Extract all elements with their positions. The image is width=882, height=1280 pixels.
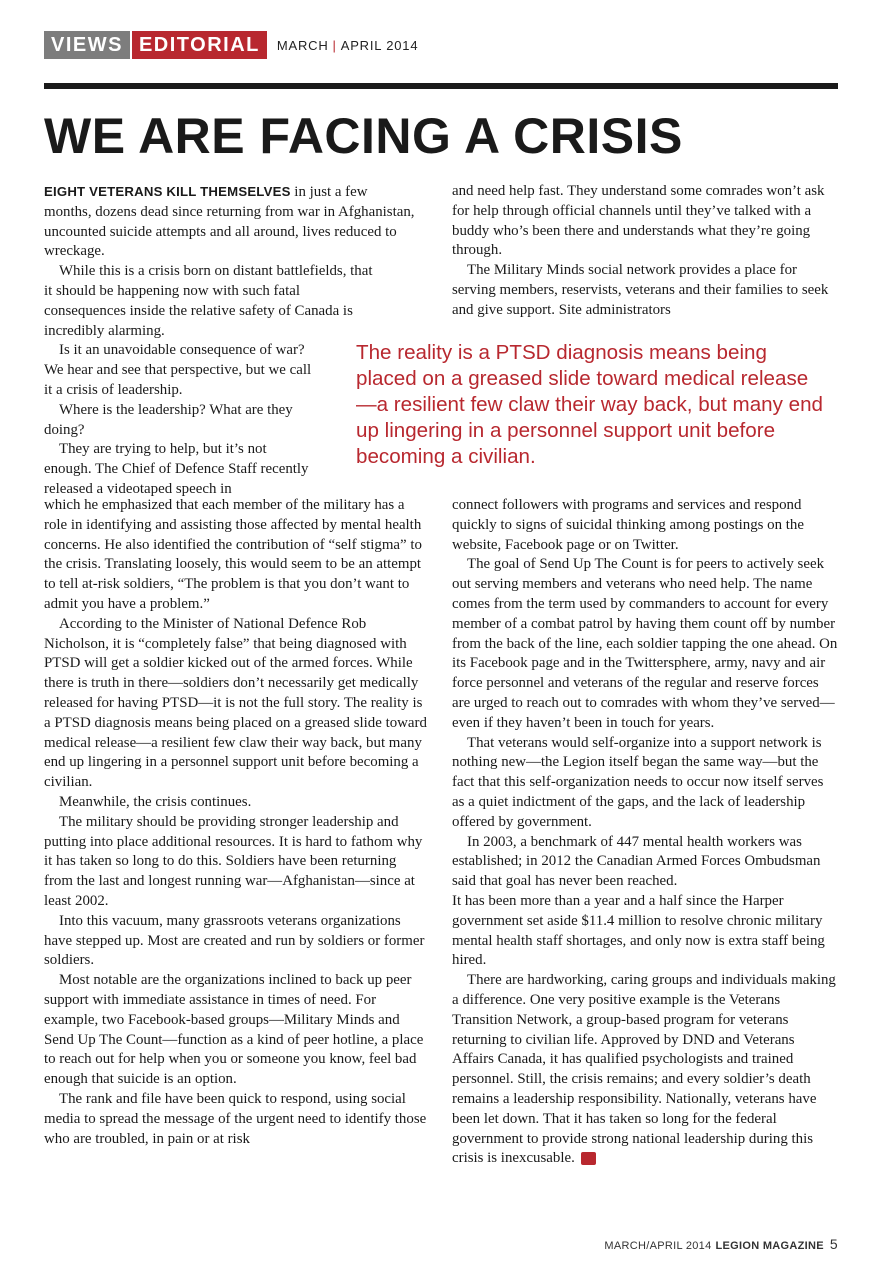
paragraph: which he emphasized that each member of the military has a role in identifying and assisting those affected by mental health concerns. He also identified the contribution of “self stigma” to the crisis. Translating loosely, this would seem to be an attempt to tell at-risk soldiers, “The problem is that you don’t want to admit you have a problem.” — [44, 497, 422, 612]
paragraph: While this is a crisis born on distant battlefields, that it should be happening now with such fatal consequences inside the relative safety of Canada is incredibly alarming. — [44, 263, 373, 339]
paragraph: Is it an unavoidable consequence of war? We hear and see that perspective, but we call it a crisis of leadership. — [44, 342, 312, 398]
paragraph: Meanwhile, the crisis continues. — [59, 793, 252, 810]
header-rule — [44, 83, 838, 89]
issue-date — [277, 38, 418, 53]
paragraph: The military should be providing stronger leadership and putting into place additional resources. It is hard to fathom why it has taken so long to do this. Soldiers have been returning from the last and longest running war—Afghanistan—since at least 2002. — [44, 813, 423, 909]
paragraph-text: There are hardworking, caring groups and individuals making a difference. One very positive example is the Veterans Transition Network, a group-based program for veterans returning to civilian life. Approved by DND and Veterans Affairs Canada, it has qualified psychologists and trained personnel. Still, the crisis remains; and every soldier’s death remains a leadership responsibility. Nationally, veterans have been let down. That it has taken so long for the federal government to provide strong national leadership during this crisis is inexcusable. — [452, 972, 836, 1167]
paragraph: The rank and file have been quick to respond, using social media to spread the message of the urgent need to identify those who are troubled, in pain or at risk — [44, 1090, 427, 1147]
issue-separator: | — [332, 37, 337, 53]
paragraph: That veterans would self-organize into a support network is nothing new—the Legion itself began the same way—but the fact that this self-organization needs to occur now itself serves as a quiet indictment of the gaps, and the lack of leadership offered by government. — [452, 734, 824, 830]
category-tag: EDITORIAL — [132, 31, 267, 59]
paragraph — [452, 971, 838, 1169]
issue-rest: APRIL 2014 — [340, 37, 419, 53]
paragraph: The goal of Send Up The Count is for peers to actively seek out serving members and veterans who need help. The name comes from the term used by commanders to account for every member of a combat patrol by having them count off by number from the back of the line, each soldier tapping the one ahead. On its Facebook page and in the Twittersphere, army, navy and air force personnel and veterans of the regular and reserve forces are urged to reach out to comrades with whom they’ve served—even if they haven’t been in touch for years. — [452, 556, 838, 731]
issue-month: MARCH — [276, 37, 329, 53]
page-number: 5 — [829, 1236, 838, 1252]
paragraph-text: in just a few months, dozens dead since returning from war in Afghanistan, uncounted suicide attempts and all around, lives reduced to wreckage. — [44, 184, 415, 260]
footer-issue: MARCH/APRIL 2014 — [604, 1240, 712, 1252]
section-header — [44, 31, 418, 59]
section-tag: VIEWS — [44, 31, 130, 59]
paragraph: connect followers with programs and services and respond quickly to signs of suicidal thinking among postings on the website, Facebook page or on Twitter. — [452, 497, 804, 553]
paragraph: Most notable are the organizations inclined to back up peer support with immediate assistance in times of need. For example, two Facebook-based groups—Military Minds and Send Up The Count—function as a kind of peer hotline, a place to reach out for help when you or someone you know, feel bad enough that suicide is an option. — [44, 972, 424, 1088]
paragraph: It has been more than a year and a half since the Harper government set aside $11.4 million to resolve chronic military mental health staff shortages, and only now is extra staff being hired. — [452, 892, 825, 969]
paragraph — [44, 182, 416, 262]
paragraph: According to the Minister of National Defence Rob Nicholson, it is “completely false” that being diagnosed with PTSD will get a soldier kicked out of the armed forces. While there is truth in there—soldiers don’t necessarily get medically released for having PTSD—it is not the full story. The reality is a PTSD diagnosis means being placed on a greased slide toward medical release—a resilient few claw their way back, but many end up lingering in a personnel support unit before becoming a civilian. — [44, 615, 427, 791]
column-2-bottom — [452, 496, 838, 1169]
paragraph: Into this vacuum, many grassroots veterans organizations have stepped up. Most are created and run by soldiers or former soldiers. — [44, 912, 425, 969]
legion-magazine-end-icon: LM — [581, 1152, 596, 1165]
column-1-bottom — [44, 496, 428, 1149]
lead-in: EIGHT VETERANS KILL THEMSELVES — [44, 184, 291, 199]
footer-magazine: LEGION MAGAZINE — [715, 1240, 824, 1252]
article-title: WE ARE FACING A CRISIS — [44, 108, 683, 164]
paragraph: The Military Minds social network provides a place for serving members, reservists, veterans and their families to seek and give support. Site administrators — [452, 262, 829, 318]
column-2-top — [452, 182, 838, 321]
paragraph: Where is the leadership? What are they doing? — [44, 401, 293, 438]
paragraph: In 2003, a benchmark of 447 mental health workers was established; in 2012 the Canadian Armed Forces Ombudsman said that goal has never been reached. — [452, 833, 821, 890]
pull-quote: The reality is a PTSD diagnosis means being placed on a greased slide toward medical release—a resilient few claw their way back, but many end up lingering in a personnel support unit before becoming a civilian. — [356, 341, 823, 468]
paragraph: They are trying to help, but it’s not enough. The Chief of Defence Staff recently released a videotaped speech in — [44, 441, 309, 497]
paragraph: and need help fast. They understand some comrades won’t ask for help through official channels until they’ve talked with a buddy who’s been there and understands what they’re going through. — [452, 183, 825, 259]
page-footer — [604, 1236, 838, 1252]
